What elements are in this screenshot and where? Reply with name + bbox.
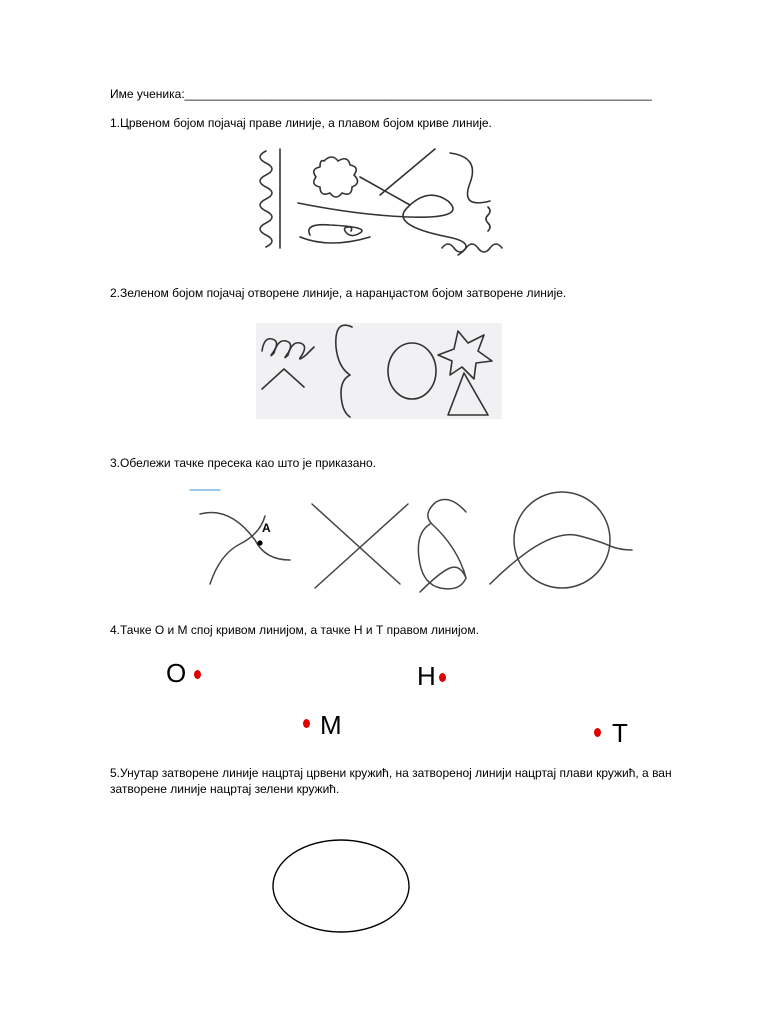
straight-diagonal-line-2 bbox=[360, 177, 410, 205]
straight-diagonal-line-1 bbox=[380, 149, 435, 195]
task-4-instruction: 4.Тачке О и М спој кривом линијом, а тачке Н и Т правом линијом. bbox=[110, 623, 479, 637]
task-2-instruction: 2.Зеленом бојом појачај отворене линије, а наранџастом бојом затворене линије. bbox=[110, 286, 567, 300]
cross-line-2 bbox=[315, 504, 408, 588]
pair-curve-2 bbox=[210, 516, 265, 584]
point-m-dot[interactable] bbox=[303, 719, 310, 728]
point-t-label: Т bbox=[612, 718, 628, 748]
task-2-lines-figure[interactable] bbox=[256, 323, 502, 419]
point-o-label: О bbox=[166, 658, 187, 688]
point-h-label: Н bbox=[417, 661, 436, 691]
task-5-instruction: 5.Унутар затворене линије нацртај црвени кружић, на затвореној линији нацртај плави кружић, а ван затворене линије нацртај зелени кружић. bbox=[110, 766, 672, 796]
closed-oval-shape[interactable] bbox=[271, 838, 411, 934]
point-h-dot[interactable] bbox=[439, 673, 446, 682]
point-o-dot[interactable] bbox=[194, 670, 201, 679]
loop-curve-1 bbox=[418, 500, 466, 589]
spiral-curve bbox=[300, 225, 370, 243]
point-t-dot[interactable] bbox=[594, 728, 601, 737]
task-3-intersections-figure[interactable] bbox=[190, 484, 630, 604]
star-blob-shape bbox=[314, 157, 358, 197]
intersection-point-a bbox=[257, 540, 262, 545]
point-m-label: М bbox=[320, 710, 342, 740]
small-squiggle-line bbox=[486, 207, 490, 231]
wavy-vertical-line bbox=[260, 151, 272, 247]
task-3-instruction: 3.Обележи тачке пресека као што је приказано. bbox=[110, 456, 377, 470]
student-name-line[interactable]: Име ученика:______________________________________________________________________ bbox=[110, 87, 652, 101]
loop-curve bbox=[450, 153, 490, 203]
cross-line-1 bbox=[312, 504, 400, 584]
pair-curve-1 bbox=[200, 512, 290, 560]
task-1-instruction: 1.Црвеном бојом појачај праве линије, а плавом бојом криве линије. bbox=[110, 116, 492, 130]
task-1-lines-figure[interactable] bbox=[250, 145, 500, 263]
intersection-point-label: A bbox=[262, 521, 271, 535]
squiggle-bottom-line bbox=[442, 244, 502, 252]
